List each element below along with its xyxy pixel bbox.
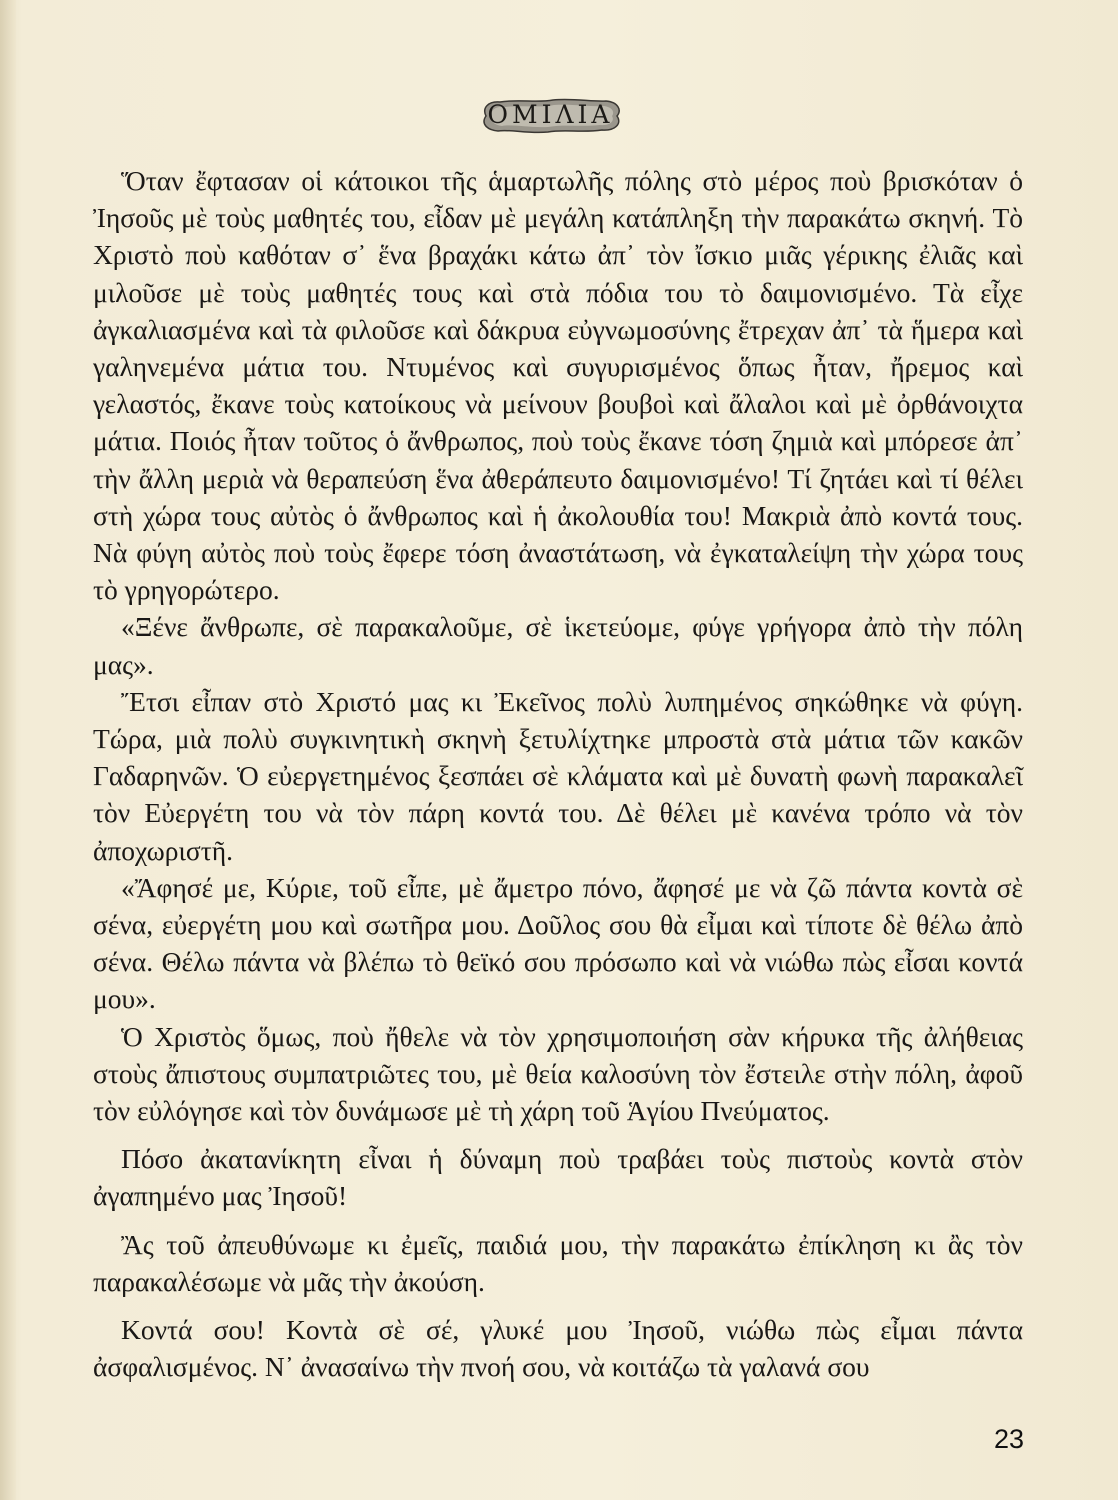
heading-ornament	[478, 96, 623, 136]
paragraph-3: Ἔτσι εἶπαν στὸ Χριστό μας κι Ἐκεῖνος πολὺ λυπημένος σηκώθηκε νὰ φύγη. Τώρα, μιὰ πολὺ συγκινητικὴ σκηνὴ ξετυλίχτηκε μπροστὰ στὰ μάτια τῶν κακῶν Γαδαρηνῶν. Ὁ εὐεργετημένος ξεσπάει σὲ κλάματα καὶ μὲ δυνατὴ φωνὴ παρακαλεῖ τὸν Εὐεργέτη του νὰ τὸν πάρη κοντά του. Δὲ θέλει μὲ κανένα τρόπο νὰ τὸν ἀποχωριστῆ.	[93, 685, 1023, 866]
body-text	[93, 162, 1023, 1386]
paragraph-1: Ὅταν ἔφτασαν οἱ κάτοικοι τῆς ἁμαρτωλῆς πόλης στὸ μέρος ποὺ βρισκόταν ὁ Ἰησοῦς μὲ τοὺς μαθητές του, εἶδαν μὲ μεγάλη κατάπληξη τὴν παρακάτω σκηνή. Τὸ Χριστὸ ποὺ καθόταν σ᾽ ἕνα βραχάκι κάτω ἀπ᾽ τὸν ἴσκιο μιᾶς γέρικης ἐλιᾶς καὶ μιλοῦσε μὲ τοὺς μαθητές τους καὶ στὰ πόδια του τὸ δαιμονισμένο. Τὰ εἶχε ἀγκαλιασμένα καὶ τὰ φιλοῦσε καὶ δάκρυα εὐγνωμοσύνης ἔτρεχαν ἀπ᾽ τὰ ἥμερα καὶ γαληνεμένα μάτια του. Ντυμένος καὶ συγυρισμένος ὅπως ἦταν, ἤρεμος καὶ γελαστός, ἔκανε τοὺς κατοίκους νὰ μείνουν βουβοὶ καὶ ἄλαλοι καὶ μὲ ὀρθάνοιχτα μάτια. Ποιός ἦταν τοῦτος ὁ ἄνθρωπος, ποὺ τοὺς ἔκανε τόση ζημιὰ καὶ μπόρεσε ἀπ᾽ τὴν ἄλλη μεριὰ νὰ θεραπεύση ἕνα ἀθεράπευτο δαιμονισμένο! Τί ζητάει καὶ τί θέλει στὴ χώρα τους αὐτὸς ὁ ἄνθρωπος καὶ ἡ ἀκολουθία του! Μακριὰ ἀπὸ κοντά τους. Νὰ φύγη αὐτὸς ποὺ τοὺς ἔφερε τόση ἀναστάτωση, νὰ ἐγκαταλείψη τὴν χώρα τους τὸ γρηγορώτερο.	[93, 165, 1023, 606]
page-number: 23	[994, 1424, 1025, 1454]
paragraph-7: Ἂς τοῦ ἀπευθύνωμε κι ἐμεῖς, παιδιά μου, τὴν παρακάτω ἐπίκληση κι ἂς τὸν παρακαλέσωμε νὰ μᾶς τὴν ἀκούση.	[93, 1228, 1023, 1297]
paragraph-5: Ὁ Χριστὸς ὅμως, ποὺ ἤθελε νὰ τὸν χρησιμοποιήση σὰν κήρυκα τῆς ἀλήθειας στοὺς ἄπιστους συμπατριῶτες του, μὲ θεία καλοσύνη τὸν ἔστειλε στὴν πόλη, ἀφοῦ τὸν εὐλόγησε καὶ τὸν δυνάμωσε μὲ τὴ χάρη τοῦ Ἁγίου Πνεύματος.	[93, 1020, 1023, 1127]
paragraph-6: Πόσο ἀκατανίκητη εἶναι ἡ δύναμη ποὺ τραβάει τοὺς πιστοὺς κοντὰ στὸν ἀγαπημένο μας Ἰησοῦ!	[93, 1143, 1023, 1212]
page-binding-edge	[0, 0, 16, 1500]
paragraph-2: «Ξένε ἄνθρωπε, σὲ παρακαλοῦμε, σὲ ἱκετεύομε, φύγε γρήγορα ἀπὸ τὴν πόλη μας».	[93, 611, 1023, 680]
paragraph-8: Κοντά σου! Κοντὰ σὲ σέ, γλυκέ μου Ἰησοῦ, νιώθω πὼς εἶμαι πάντα ἀσφαλισμένος. Ν᾽ ἀνασαίνω τὴν πνοή σου, νὰ κοιτάζω τὰ γαλανά σου	[93, 1314, 1023, 1383]
paragraph-4: «Ἄφησέ με, Κύριε, τοῦ εἶπε, μὲ ἄμετρο πόνο, ἄφησέ με νὰ ζῶ πάντα κοντὰ σὲ σένα, εὐεργέτη μου καὶ σωτῆρα μου. Δοῦλος σου θὰ εἶμαι καὶ τίποτε δὲ θέλω ἀπὸ σένα. Θέλω πάντα νὰ βλέπω τὸ θεϊκό σου πρόσωπο καὶ νὰ νιώθω πὼς εἶσαι κοντά μου».	[93, 871, 1023, 1015]
page-heading: ΟΜΙΛΙΑ	[487, 100, 614, 129]
